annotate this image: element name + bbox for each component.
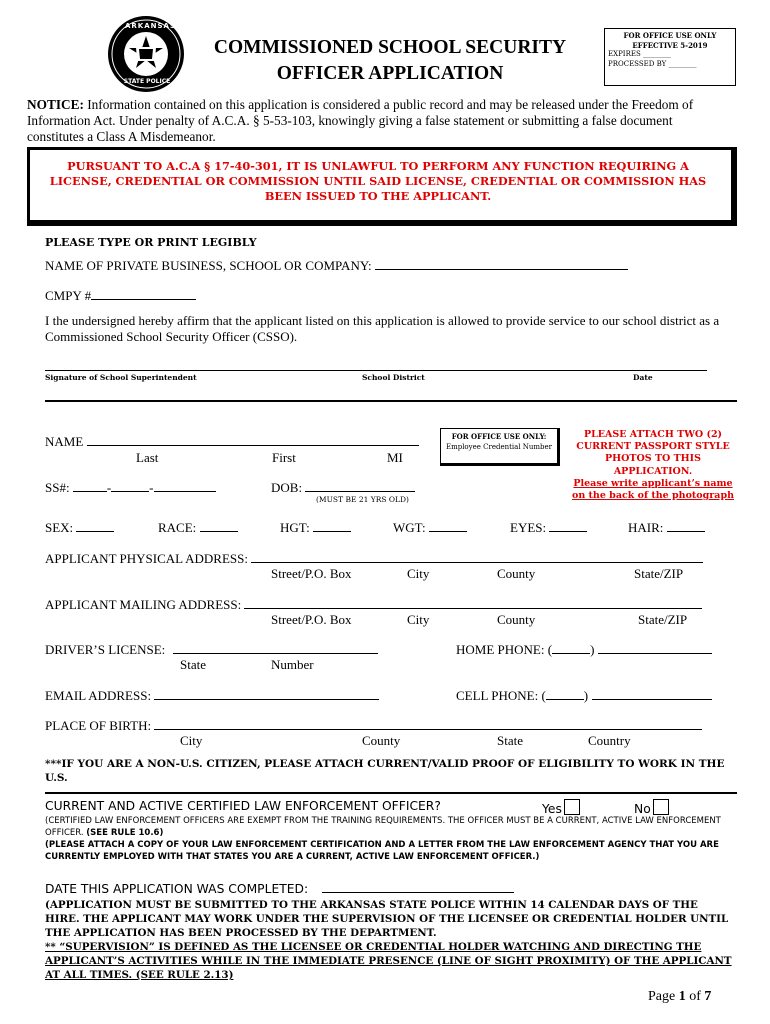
physical-address-row xyxy=(45,551,703,567)
photo-note xyxy=(568,429,738,502)
race-field[interactable] xyxy=(200,531,238,532)
email-row xyxy=(45,688,379,704)
mailing-city-label: City xyxy=(407,612,430,627)
home-phone-row xyxy=(456,642,712,658)
cell-phone-row xyxy=(456,688,712,704)
law-note-2: (PLEASE ATTACH A COPY OF YOUR LAW ENFORCEMENT CERTIFICATION AND A LETTER FROM THE LAW ENFORCEMENT AGENCY THAT YOU ARE CURRENTLY EMPLOYED WITH THAT STATES YOU ARE A CURRENT, ACTIVE LAW ENFORCEMENT OFFICER.) xyxy=(45,840,719,862)
page-total: 7 xyxy=(704,989,712,1004)
wgt-field[interactable] xyxy=(429,531,467,532)
cell-phone-label: CELL PHONE: ( xyxy=(456,688,546,703)
business-name-field[interactable] xyxy=(375,269,628,270)
law-enforcement-question: CURRENT AND ACTIVE CERTIFIED LAW ENFORCEMENT OFFICER? xyxy=(45,799,441,813)
mailing-street-label: Street/P.O. Box xyxy=(271,612,352,627)
ss-field-2[interactable] xyxy=(111,491,149,492)
law-no-row xyxy=(634,799,669,816)
date-label: Date xyxy=(633,373,653,382)
notice-label: NOTICE: xyxy=(27,97,84,112)
birth-label: PLACE OF BIRTH: xyxy=(45,718,152,733)
physical-city-label: City xyxy=(407,566,430,581)
name-first-label: First xyxy=(272,450,296,465)
birth-row xyxy=(45,718,702,734)
business-name-label: NAME OF PRIVATE BUSINESS, SCHOOL OR COMPANY: xyxy=(45,258,372,273)
warning-text: PURSUANT TO A.C.A § 17-40-301, IT IS UNLAWFUL TO PERFORM ANY FUNCTION REQUIRING A LICENSE, CREDENTIAL OR COMMISSION UNTIL SAID LICENSE, CREDENTIAL OR COMMISSION HAS BEEN ISSUED TO THE APPLICANT. xyxy=(49,159,707,203)
dob-field[interactable] xyxy=(305,491,415,492)
hgt-label: HGT: xyxy=(280,520,310,535)
hgt-row xyxy=(280,520,351,536)
page-title xyxy=(180,35,600,87)
home-phone-close: ) xyxy=(590,642,595,657)
law-note-1-rule: (SEE RULE 10.6) xyxy=(86,828,164,838)
district-label: School District xyxy=(362,373,425,382)
non-us-note: ***IF YOU ARE A NON-U.S. CITIZEN, PLEASE ATTACH CURRENT/VALID PROOF OF ELIGIBILITY TO WORK IN THE U.S. xyxy=(45,758,725,784)
credential-box xyxy=(440,428,560,466)
ss-sep-1: - xyxy=(106,480,112,495)
seal-text-top: ARKANSAS xyxy=(125,22,177,30)
name-mi-label: MI xyxy=(387,450,403,465)
section-divider-2 xyxy=(45,792,737,794)
supervision-note: ** “SUPERVISION” IS DEFINED AS THE LICENSEE OR CREDENTIAL HOLDER WATCHING AND DIRECTING THE APPLICANT’S ACTIVITIES WHILE IN THE IMMEDIATE PRESENCE (LINE OF SIGHT PROXIMITY) OF THE APPLICANT AT ALL TIMES. (SEE RULE 2.13) xyxy=(45,941,732,981)
wgt-row xyxy=(393,520,467,536)
email-label: EMAIL ADDRESS: xyxy=(45,688,152,703)
section-divider xyxy=(45,400,737,402)
notice-paragraph xyxy=(27,97,732,145)
hair-field[interactable] xyxy=(667,531,705,532)
page-of: of xyxy=(685,989,705,1004)
name-row xyxy=(45,434,419,450)
email-field[interactable] xyxy=(154,699,379,700)
office-use-line1: FOR OFFICE USE ONLY xyxy=(623,31,717,40)
title-line-2: OFFICER APPLICATION xyxy=(276,63,504,84)
mailing-address-label: APPLICANT MAILING ADDRESS: xyxy=(45,597,242,612)
page-prefix: Page xyxy=(648,989,679,1004)
race-row xyxy=(158,520,238,536)
page-current: 1 xyxy=(678,989,686,1004)
law-no-label: No xyxy=(634,802,651,816)
credential-box-sub: Employee Credential Number xyxy=(445,443,553,451)
law-note-1-text: (CERTIFIED LAW ENFORCEMENT OFFICERS ARE EXEMPT FROM THE TRAINING REQUIREMENTS. THE OFFICER MUST BE A CURRENT, ACTIVE LAW ENFORCEMENT OFFICER. xyxy=(45,816,721,838)
license-number-label: Number xyxy=(271,657,314,672)
dob-label: DOB: xyxy=(271,480,303,495)
completed-label: DATE THIS APPLICATION WAS COMPLETED: xyxy=(45,882,309,896)
photo-note-underline: Please write applicant’s name on the back of the photograph xyxy=(571,477,734,502)
law-yes-row xyxy=(542,799,580,816)
physical-county-label: County xyxy=(497,566,536,581)
cmpy-field[interactable] xyxy=(91,299,196,300)
completed-date-field[interactable] xyxy=(322,892,514,893)
license-label: DRIVER’S LICENSE: xyxy=(45,642,166,657)
page-number xyxy=(648,989,711,1005)
mailing-statezip-label: State/ZIP xyxy=(638,612,688,627)
submission-note: (APPLICATION MUST BE SUBMITTED TO THE ARKANSAS STATE POLICE WITHIN 14 CALENDAR DAYS OF THE HIRE. THE APPLICANT MAY WORK UNDER THE SUPERVISION OF THE LICENSEE OR CREDENTIAL HOLDER UNTIL THE APPLICATION HAS BEEN PROCESSED BY THE DEPARTMENT. xyxy=(45,899,729,939)
office-processed: PROCESSED BY ________ xyxy=(608,59,697,68)
hgt-field[interactable] xyxy=(313,531,351,532)
home-phone-field[interactable] xyxy=(598,653,712,654)
wgt-label: WGT: xyxy=(393,520,426,535)
law-note-1 xyxy=(45,815,735,839)
eyes-row xyxy=(510,520,587,536)
ss-field-1[interactable] xyxy=(73,491,107,492)
physical-address-field[interactable] xyxy=(251,562,703,563)
license-field[interactable] xyxy=(173,653,378,654)
physical-statezip-label: State/ZIP xyxy=(634,566,684,581)
superintendent-signature-field[interactable] xyxy=(45,369,707,371)
office-use-box xyxy=(604,28,736,86)
name-label: NAME xyxy=(45,434,84,449)
dob-row xyxy=(271,480,415,496)
cmpy-label: CMPY # xyxy=(45,288,92,303)
hair-row xyxy=(628,520,705,536)
type-print-heading: PLEASE TYPE OR PRINT LEGIBLY xyxy=(45,236,257,249)
seal-text-bottom: STATE POLICE xyxy=(123,78,171,85)
birth-field[interactable] xyxy=(154,729,702,730)
office-expires: EXPIRES ________ xyxy=(608,50,671,58)
signature-label: Signature of School Superintendent xyxy=(45,373,197,382)
eyes-field[interactable] xyxy=(549,531,587,532)
mailing-address-row xyxy=(45,597,702,613)
license-state-label: State xyxy=(180,657,206,672)
credential-box-title: FOR OFFICE USE ONLY: xyxy=(451,432,547,441)
home-phone-area-field[interactable] xyxy=(552,653,590,654)
license-row xyxy=(45,642,378,658)
law-yes-checkbox[interactable] xyxy=(564,799,580,815)
title-line-1: COMMISSIONED SCHOOL SECURITY xyxy=(213,37,567,58)
name-field[interactable] xyxy=(87,445,419,446)
completed-row xyxy=(45,882,514,896)
dob-note: (MUST BE 21 YRS OLD) xyxy=(316,495,409,504)
ss-sep-2: - xyxy=(149,480,154,495)
cmpy-row xyxy=(45,288,196,304)
cell-phone-area-field[interactable] xyxy=(546,699,584,700)
race-label: RACE: xyxy=(158,520,197,535)
physical-street-label: Street/P.O. Box xyxy=(271,566,352,581)
birth-city-label: City xyxy=(180,733,203,748)
mailing-address-field[interactable] xyxy=(244,608,702,609)
law-yes-label: Yes xyxy=(542,802,562,816)
business-name-row xyxy=(45,258,628,274)
ss-label: SS#: xyxy=(45,480,70,495)
affirm-paragraph: I the undersigned hereby affirm that the applicant listed on this application is allowed to provide service to our school district as a Commissioned School Security Officer (CSSO). xyxy=(45,313,720,344)
notice-text: Information contained on this application is considered a public record and may be released under the Freedom of Information Act. Under penalty of A.C.A. § 5-53-103, knowingly giving a false statement or submitting a false document constitutes a Class A Misdemeanor. xyxy=(27,97,694,144)
sex-field[interactable] xyxy=(76,531,114,532)
home-phone-label: HOME PHONE: ( xyxy=(456,642,553,657)
law-no-checkbox[interactable] xyxy=(653,799,669,815)
sex-row xyxy=(45,520,114,536)
mailing-county-label: County xyxy=(497,612,536,627)
hair-label: HAIR: xyxy=(628,520,664,535)
ss-field-3[interactable] xyxy=(154,491,216,492)
office-use-line2: EFFECTIVE 5-2019 xyxy=(632,40,708,50)
cell-phone-field[interactable] xyxy=(592,699,712,700)
birth-state-label: State xyxy=(497,733,523,748)
name-last-label: Last xyxy=(136,450,159,465)
eyes-label: EYES: xyxy=(510,520,547,535)
birth-county-label: County xyxy=(362,733,401,748)
ss-row xyxy=(45,480,216,496)
photo-note-main: PLEASE ATTACH TWO (2) CURRENT PASSPORT STYLE PHOTOS TO THIS APPLICATION. xyxy=(576,429,730,477)
physical-address-label: APPLICANT PHYSICAL ADDRESS: xyxy=(45,551,248,566)
birth-country-label: Country xyxy=(588,733,631,748)
sex-label: SEX: xyxy=(45,520,74,535)
cell-phone-close: ) xyxy=(583,688,589,703)
